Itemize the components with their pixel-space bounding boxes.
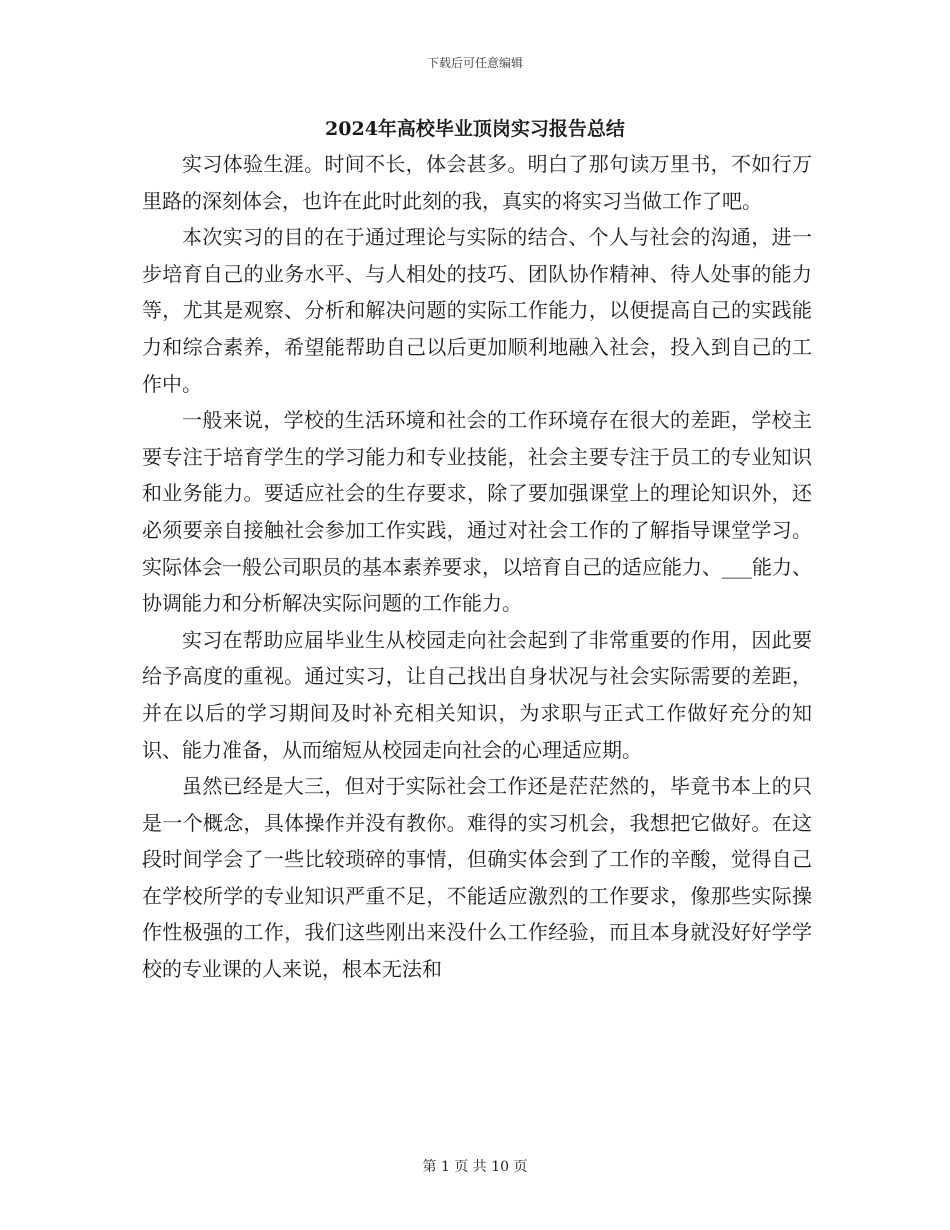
page-header-note: 下载后可任意编辑 xyxy=(426,56,523,70)
document-body xyxy=(142,146,812,988)
paragraph-3: 一般来说，学校的生活环境和社会的工作环境存在很大的差距，学校主要专注于培育学生的学习能力和专业技能，社会主要专注于员工的专业知识和业务能力。要适应社会的生存要求，除了要加强课堂上的理论知识外，还必须要亲自接触社会参加工作实践，通过对社会工作的了解指导课堂学习。实际体会一般公司职员的基本素养要求，以培育自己的适应能力、___能力、协调能力和分析解决实际问题的工作能力。 xyxy=(142,408,812,616)
paragraph-5: 虽然已经是大三，但对于实际社会工作还是茫茫然的，毕竟书本上的只是一个概念，具体操作并没有教你。难得的实习机会，我想把它做好。在这段时间学会了一些比较琐碎的事情，但确实体会到了工作的辛酸，觉得自己在学校所学的专业知识严重不足，不能适应激烈的工作要求，像那些实际操作性极强的工作，我们这些刚出来没什么工作经验，而且本身就没好好学学校的专业课的人来说，根本无法和 xyxy=(142,774,812,982)
paragraph-4: 实习在帮助应届毕业生从校园走向社会起到了非常重要的作用，因此要给予高度的重视。通过实习，让自己找出自身状况与社会实际需要的差距，并在以后的学习期间及时补充相关知识，为求职与正式工作做好充分的知识、能力准备，从而缩短从校园走向社会的心理适应期。 xyxy=(142,627,812,762)
paragraph-1: 实习体验生涯。时间不长，体会甚多。明白了那句读万里书，不如行万里路的深刻体会，也许在此时此刻的我，真实的将实习当做工作了吧。 xyxy=(142,152,812,213)
document-title: 2024年高校毕业顶岗实习报告总结 xyxy=(325,118,625,140)
page-number-footer: 第 1 页 共 10 页 xyxy=(422,1159,528,1175)
paragraph-2: 本次实习的目的在于通过理论与实际的结合、个人与社会的沟通，进一步培育自己的业务水平、与人相处的技巧、团队协作精神、待人处事的能力等，尤其是观察、分析和解决问题的实际工作能力，以便提高自己的实践能力和综合素养，希望能帮助自己以后更加顺利地融入社会，投入到自己的工作中。 xyxy=(142,225,812,396)
